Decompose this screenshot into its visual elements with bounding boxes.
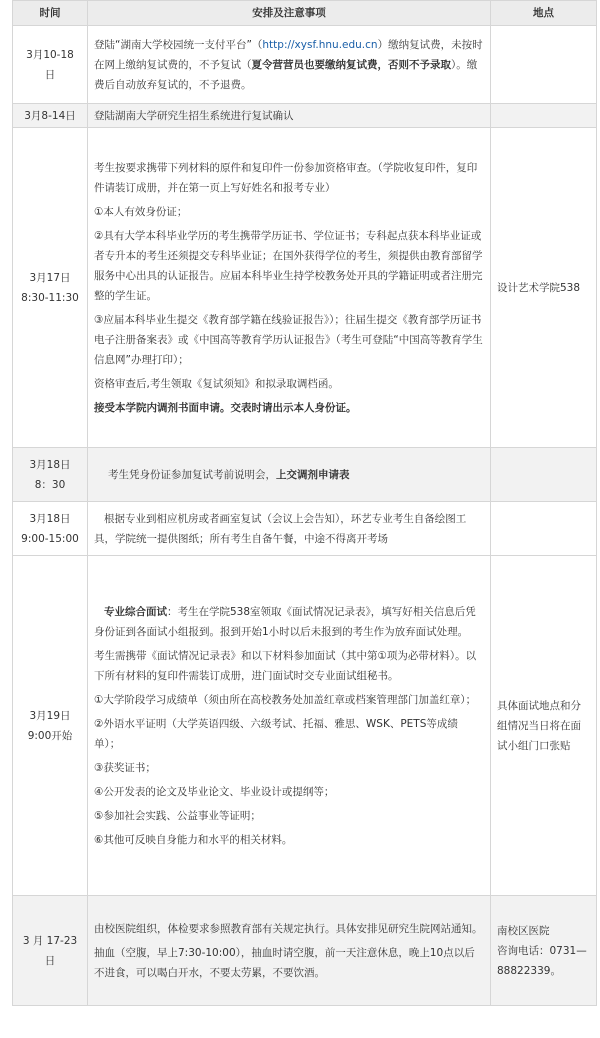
row-location — [491, 104, 597, 128]
row-detail: 考生按要求携带下列材料的原件和复印件一份参加资格审查。（学院收复印件，复印件请装订成册，并在第一页上写好姓名和报考专业） ①本人有效身份证； ②具有大学本科毕业学历的考生携带学历证书、学位证书；专科起点获本科毕业证或者专升本的考生还须提交专科毕业证；在国外获得学位的考生，须提供由教育部留学服务中心出具的认证报告。应届本科毕业生持学校教务处开具的学籍证明或者注册完整的学生证。 ③应届本科毕业生提交《教育部学籍在线验证报告》）；往届生提交《教育部学历证书电子注册备案表》或《中国高等教育学历认证报告》（考生可登陆“中国高等教育学生信息网”办理打印）； 资格审查后,考生领取《复试须知》和拟录取调档函。 接受本学院内调剂书面申请。交表时请出示本人身份证。 — [88, 128, 491, 448]
row-detail: 专业综合面试：考生在学院538室领取《面试情况记录表》，填写好相关信息后凭身份证到各面试小组报到。报到开始1小时以后未报到的考生作为放弃面试处理。 考生需携带《面试情况记录表》和以下材料参加面试（其中第①项为必带材料）。以下所有材料的复印件需装订成册，进门面试时交专业面试组秘书。 ①大学阶段学习成绩单（须由所在高校教务处加盖红章或档案管理部门加盖红章）； ②外语水平证明（大学英语四级、六级考试、托福、雅思、WSK、PETS等成绩单）； ③获奖证书； ④公开发表的论文及毕业论文、毕业设计或提纲等； ⑤参加社会实践、公益事业等证明； ⑥其他可反映自身能力和水平的相关材料。 — [88, 556, 491, 896]
row-briefing — [13, 448, 597, 502]
row-date: 3月17日 8:30-11:30 — [13, 128, 88, 448]
row-interview — [13, 556, 597, 896]
header-schedule: 安排及注意事项 — [88, 1, 491, 26]
row-detail: 考生凭身份证参加复试考前说明会，上交调剂申请表 — [88, 448, 491, 502]
row-location: 南校区医院 咨询电话：0731—88822339。 — [491, 896, 597, 1006]
row-medical — [13, 896, 597, 1006]
row-detail: 由校医院组织，体检要求参照教育部有关规定执行。具体安排见研究生院网站通知。 抽血（空腹，早上7:30-10:00），抽血时请空腹，前一天注意休息，晚上10点以后不进食，可以喝白开水，不要太劳累，不要饮酒。 — [88, 896, 491, 1006]
row-detail: 根据专业到相应机房或者画室复试（会议上会告知），环艺专业考生自备绘图工具，学院统一提供图纸；所有考生自备午餐，中途不得离开考场 — [88, 502, 491, 556]
row-location: 具体面试地点和分组情况当日将在面试小组门口张贴 — [491, 556, 597, 896]
header-row — [13, 1, 597, 26]
row-location — [491, 448, 597, 502]
row-detail: 登陆“湖南大学校园统一支付平台”（http://xysf.hnu.edu.cn）缴纳复试费，未按时在网上缴纳复试费的，不予复试（夏令营营员也要缴纳复试费，否则不予录取）。缴费后自动放弃复试的，不予退费。 — [88, 26, 491, 104]
row-date: 3月18日 9:00-15:00 — [13, 502, 88, 556]
row-location — [491, 26, 597, 104]
row-date: 3 月 17-23 日 — [13, 896, 88, 1006]
row-location — [491, 502, 597, 556]
row-date: 3月18日 8：30 — [13, 448, 88, 502]
row-date: 3月8-14日 — [13, 104, 88, 128]
row-date: 3月19日 9:00开始 — [13, 556, 88, 896]
row-qualification — [13, 128, 597, 448]
row-date: 3月10-18 日 — [13, 26, 88, 104]
row-detail: 登陆湖南大学研究生招生系统进行复试确认 — [88, 104, 491, 128]
row-payment — [13, 26, 597, 104]
payment-link[interactable]: http://xysf.hnu.edu.cn — [262, 38, 378, 51]
header-place: 地点 — [491, 1, 597, 26]
header-time: 时间 — [13, 1, 88, 26]
schedule-table — [12, 0, 597, 1006]
row-location: 设计艺术学院538 — [491, 128, 597, 448]
row-exam — [13, 502, 597, 556]
row-confirm — [13, 104, 597, 128]
